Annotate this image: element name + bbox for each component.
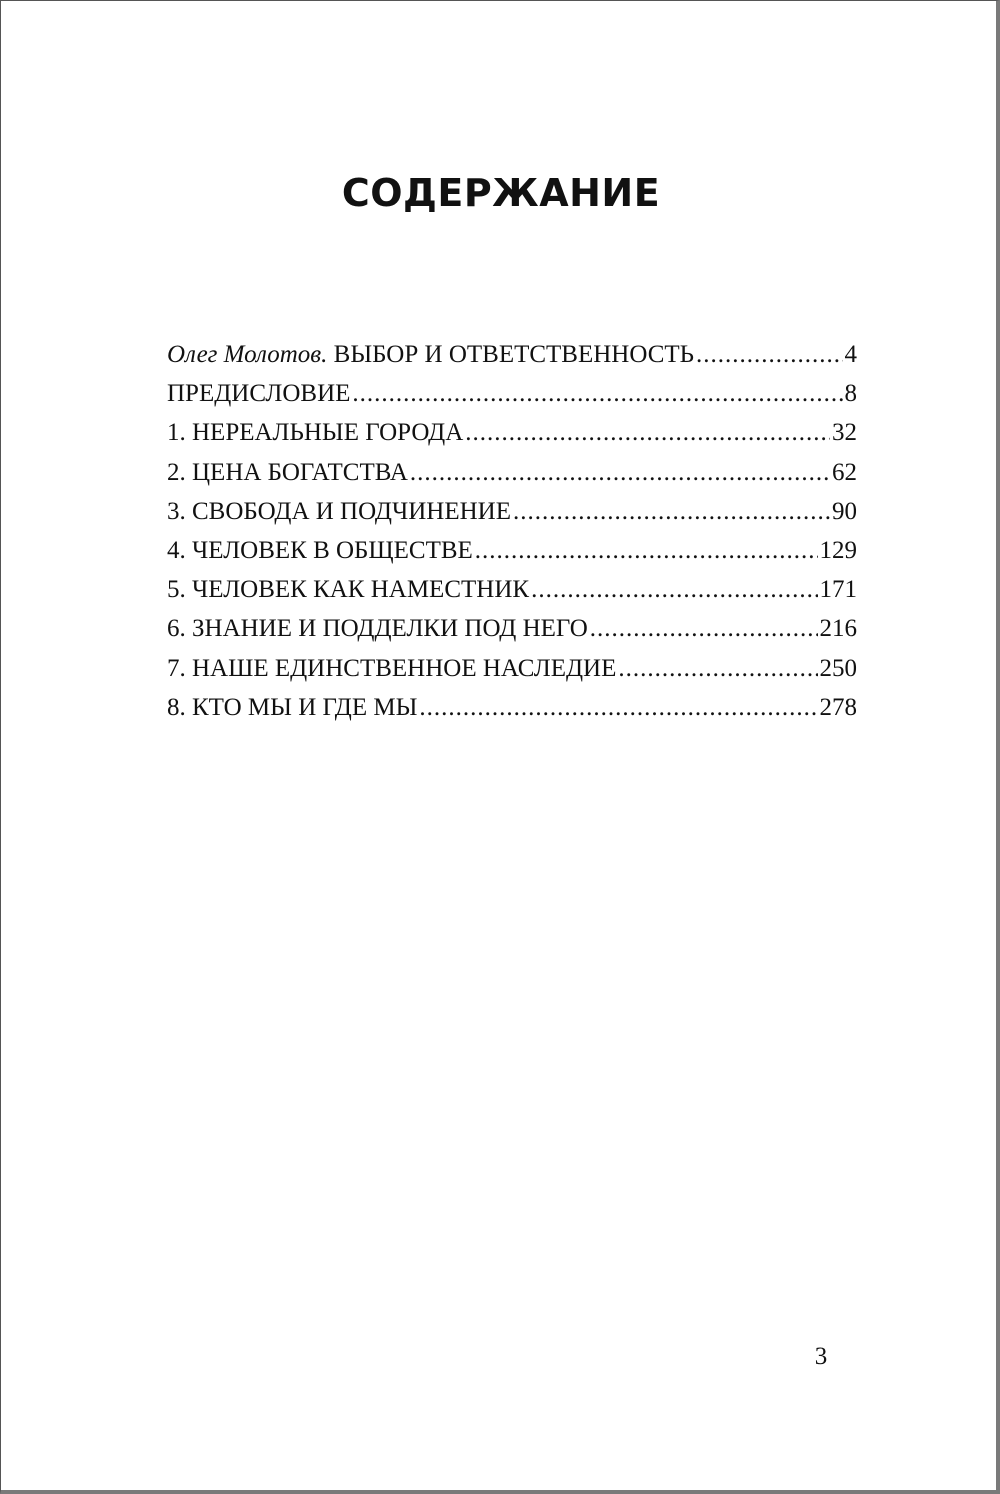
toc-entry-page: 278: [819, 693, 857, 721]
toc-entry: [167, 453, 857, 492]
toc-entry: [167, 570, 857, 609]
toc-entry-text: [167, 335, 694, 374]
toc-entry-page: 62: [832, 458, 857, 486]
toc-entry-page: 171: [819, 576, 857, 604]
dot-leader: [531, 570, 817, 609]
toc-entry: [167, 413, 857, 452]
dot-leader: [410, 453, 830, 492]
dot-leader: [419, 688, 817, 727]
toc-entry: [167, 531, 857, 570]
dot-leader: [513, 492, 830, 531]
dot-leader: [465, 413, 830, 452]
toc-entry: [167, 374, 857, 413]
toc-entry: [167, 335, 857, 374]
toc-entry: [167, 492, 857, 531]
toc-entry-title: 2. ЦЕНА БОГАТСТВА: [167, 458, 408, 486]
toc-entry-title: 8. КТО МЫ И ГДЕ МЫ: [167, 693, 418, 721]
toc-entry-page: 32: [832, 419, 857, 447]
dot-leader: [352, 374, 842, 413]
table-of-contents: [167, 335, 857, 727]
dot-leader: [475, 531, 818, 570]
toc-entry-title: 1. НЕРЕАЛЬНЫЕ ГОРОДА: [167, 419, 464, 447]
toc-entry-title: 3. СВОБОДА И ПОДЧИНЕНИЕ: [167, 497, 511, 525]
page-title: СОДЕРЖАНИЕ: [341, 171, 661, 215]
dot-leader: [618, 649, 817, 688]
toc-entry-title: ПРЕДИСЛОВИЕ: [167, 380, 351, 408]
toc-entry-title: 5. ЧЕЛОВЕК КАК НАМЕСТНИК: [167, 576, 530, 604]
toc-entry-page: 216: [819, 615, 857, 643]
toc-entry-page: 4: [844, 341, 857, 368]
toc-entry-page: 129: [819, 536, 857, 564]
toc-entry-title: 6. ЗНАНИЕ И ПОДДЕЛКИ ПОД НЕГО: [167, 615, 588, 643]
toc-entry: [167, 649, 857, 688]
toc-entry-title: ВЫБОР И ОТВЕТСТВЕННОСТЬ: [333, 341, 695, 368]
toc-entry: [167, 609, 857, 648]
toc-entry-page: 250: [819, 654, 857, 682]
toc-entry-page: 90: [832, 497, 857, 525]
toc-entry: [167, 688, 857, 727]
toc-entry-title: 4. ЧЕЛОВЕК В ОБЩЕСТВЕ: [167, 536, 473, 564]
dot-leader: [590, 609, 818, 648]
dot-leader: [696, 335, 842, 374]
page-number: 3: [814, 1343, 828, 1370]
toc-entry-title: 7. НАШЕ ЕДИНСТВЕННОЕ НАСЛЕДИЕ: [167, 654, 617, 682]
toc-entry-page: 8: [844, 380, 857, 408]
toc-entry-author: Олег Молотов.: [167, 341, 328, 368]
